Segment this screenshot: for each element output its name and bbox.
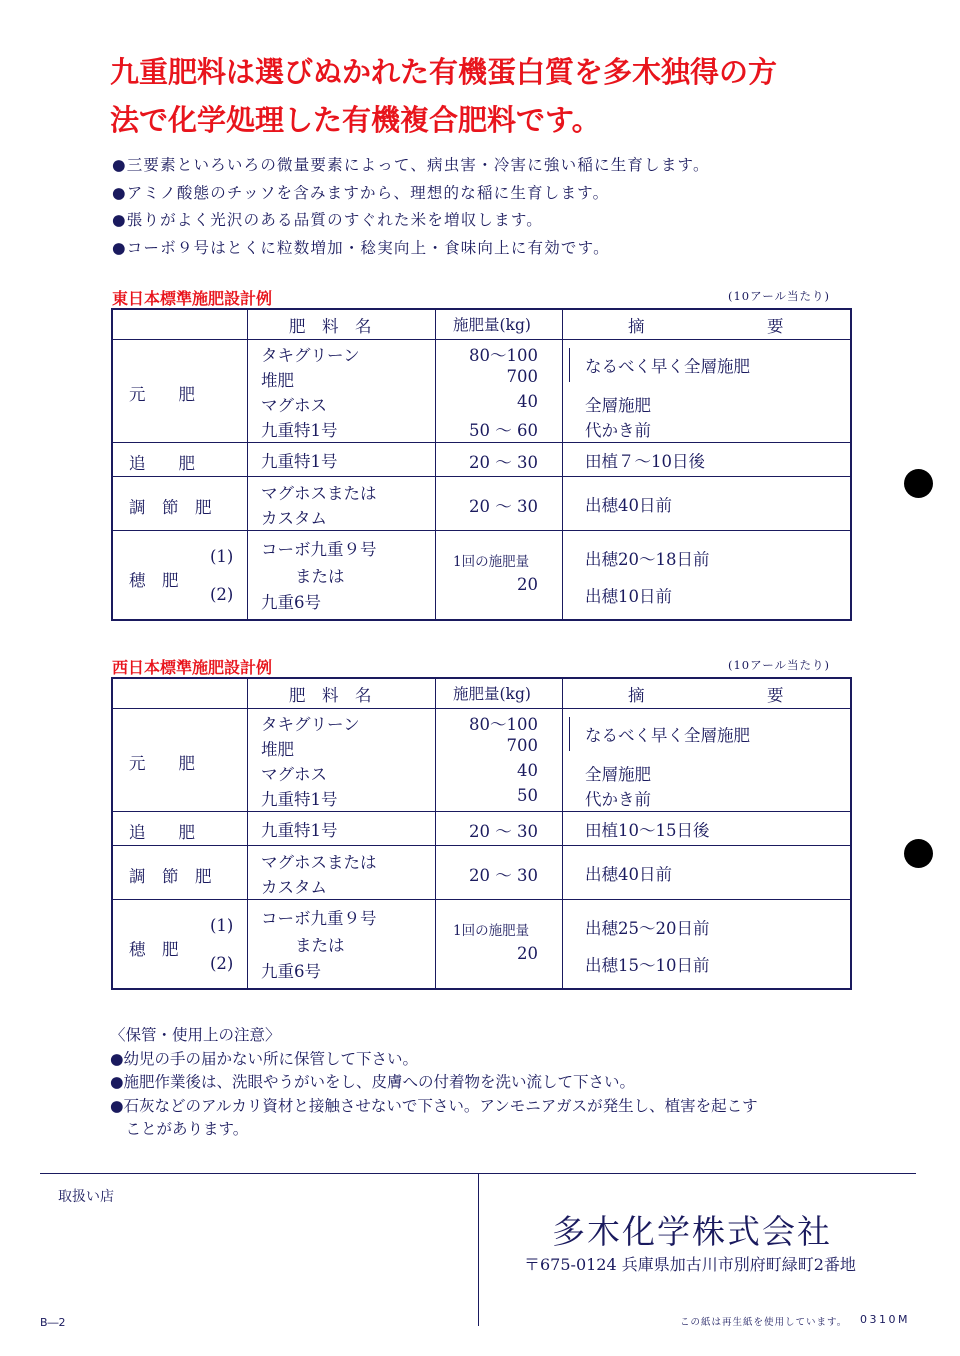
remark-text: 田植10〜15日後 bbox=[585, 821, 710, 840]
row-label-text: 元 肥 bbox=[129, 385, 195, 404]
section-title: 東日本標準施肥設計例 bbox=[112, 289, 273, 308]
page-code: B―2 bbox=[40, 1316, 66, 1329]
dealer-label: 取扱い店 bbox=[58, 1189, 114, 1205]
row-label-text: 元 肥 bbox=[129, 754, 195, 773]
header-remarks-1: 摘 bbox=[628, 317, 645, 336]
header-amount: 施肥量(kg) bbox=[453, 685, 531, 703]
brace-icon bbox=[569, 717, 574, 751]
header-fertilizer-name: 肥 料 名 bbox=[289, 686, 372, 705]
remark-text: 出穂25〜20日前 bbox=[585, 919, 710, 938]
header-fertilizer-name: 肥 料 名 bbox=[289, 317, 372, 336]
fert-name: 九重特1号 bbox=[261, 821, 338, 840]
fert-name: コーボ九重９号 bbox=[261, 909, 377, 928]
sub-number: (2) bbox=[210, 954, 234, 973]
sub-number: (1) bbox=[210, 547, 234, 566]
note-item: ●幼児の手の届かない所に保管して下さい。 bbox=[110, 1049, 419, 1068]
per-area-note: (10アール当たり) bbox=[727, 289, 830, 303]
fert-name: 九重6号 bbox=[261, 593, 321, 612]
row-label-adjust: 調 節 肥 bbox=[129, 498, 212, 517]
row-label-basal bbox=[129, 750, 233, 774]
remark-text: 田植７〜10日後 bbox=[585, 452, 705, 471]
amount-value: 20 〜 30 bbox=[469, 866, 538, 885]
remark-text: 全層施肥 bbox=[585, 396, 651, 415]
row-label-topdress: 追 肥 bbox=[129, 823, 195, 842]
amount-value: 20 bbox=[517, 575, 538, 594]
feature-bullets bbox=[112, 152, 872, 262]
fertilizer-table bbox=[111, 677, 852, 990]
recycled-paper-notice: この紙は再生紙を使用しています。 bbox=[680, 1317, 848, 1328]
note-item: ことがあります。 bbox=[110, 1120, 249, 1139]
amount-value: 80〜100 bbox=[469, 346, 538, 365]
footer-vertical-divider bbox=[478, 1174, 479, 1326]
remark-text: なるべく早く全層施肥 bbox=[585, 726, 750, 745]
amount-value: 40 bbox=[517, 761, 538, 780]
fert-name: カスタム bbox=[261, 509, 327, 528]
amount-value: 50 〜 60 bbox=[469, 421, 538, 440]
row-label-panicle: 穂 肥 bbox=[129, 571, 179, 590]
sub-number: (2) bbox=[210, 585, 234, 604]
fert-name: 堆肥 bbox=[261, 740, 294, 759]
amount-value: 20 〜 30 bbox=[469, 453, 538, 472]
fert-name: マグホスまたは bbox=[261, 853, 377, 872]
binder-hole-icon bbox=[904, 469, 933, 498]
row-label-panicle: 穂 肥 bbox=[129, 940, 179, 959]
amount-value: 20 bbox=[517, 944, 538, 963]
remark-text: 出穂15〜10日前 bbox=[585, 956, 710, 975]
amount-note: 1回の施肥量 bbox=[453, 923, 530, 939]
fert-name: 九重特1号 bbox=[261, 790, 338, 809]
fert-name: タキグリーン bbox=[261, 346, 360, 365]
fert-name: マグホス bbox=[261, 396, 327, 415]
bullet-item: ●アミノ酸態のチッソを含みますから、理想的な稲に生育します。 bbox=[112, 183, 610, 202]
amount-note: 1回の施肥量 bbox=[453, 554, 530, 570]
remark-text: 出穂20〜18日前 bbox=[585, 550, 710, 569]
amount-value: 40 bbox=[517, 392, 538, 411]
bullet-item: ●コーボ９号はとくに粒数増加・稔実向上・食味向上に有効です。 bbox=[112, 238, 610, 257]
remark-text: 代かき前 bbox=[585, 790, 651, 809]
amount-value: 80〜100 bbox=[469, 715, 538, 734]
amount-value: 20 〜 30 bbox=[469, 497, 538, 516]
fert-name: 九重特1号 bbox=[261, 452, 338, 471]
headline-line-2: 法で化学処理した有機複合肥料です。 bbox=[110, 103, 601, 137]
amount-value: 20 〜 30 bbox=[469, 822, 538, 841]
note-item: ●石灰などのアルカリ資材と接触させないで下さい。アンモニアガスが発生し、植害を起こす bbox=[110, 1096, 758, 1115]
remark-text: なるべく早く全層施肥 bbox=[585, 357, 750, 376]
header-remarks-2: 要 bbox=[767, 317, 784, 336]
remark-text: 全層施肥 bbox=[585, 765, 651, 784]
storage-notes bbox=[110, 1024, 860, 1142]
amount-value: 700 bbox=[506, 367, 538, 386]
fert-name: コーボ九重９号 bbox=[261, 540, 377, 559]
remark-text: 出穂40日前 bbox=[585, 865, 672, 884]
notes-title: 〈保管・使用上の注意〉 bbox=[110, 1026, 281, 1044]
sub-number: (1) bbox=[210, 916, 234, 935]
row-label-adjust: 調 節 肥 bbox=[129, 867, 212, 886]
fert-name: または bbox=[295, 567, 345, 586]
fert-name: 九重6号 bbox=[261, 962, 321, 981]
note-item: ●施肥作業後は、洗眼やうがいをし、皮膚への付着物を洗い流して下さい。 bbox=[110, 1073, 636, 1092]
fert-name: タキグリーン bbox=[261, 715, 360, 734]
fert-name: 堆肥 bbox=[261, 371, 294, 390]
print-code: 0310M bbox=[860, 1313, 910, 1326]
bullet-item: ●張りがよく光沢のある品質のすぐれた米を増収します。 bbox=[112, 211, 543, 230]
headline bbox=[110, 48, 870, 144]
fert-name: または bbox=[295, 936, 345, 955]
fert-name: 九重特1号 bbox=[261, 421, 338, 440]
header-remarks-2: 要 bbox=[767, 686, 784, 705]
fertilizer-table bbox=[111, 308, 852, 621]
row-label-topdress: 追 肥 bbox=[129, 454, 195, 473]
header-amount: 施肥量(kg) bbox=[453, 316, 531, 334]
section-title: 西日本標準施肥設計例 bbox=[112, 658, 273, 677]
fert-name: マグホス bbox=[261, 765, 327, 784]
headline-line-1: 九重肥料は選びぬかれた有機蛋白質を多木独得の方 bbox=[110, 55, 778, 89]
binder-hole-icon bbox=[904, 839, 933, 868]
row-label-basal bbox=[129, 381, 233, 405]
header-remarks-1: 摘 bbox=[628, 686, 645, 705]
remark-text: 出穂40日前 bbox=[585, 496, 672, 515]
remark-text: 代かき前 bbox=[585, 421, 651, 440]
company-name: 多木化学株式会社 bbox=[552, 1212, 832, 1251]
per-area-note: (10アール当たり) bbox=[727, 658, 830, 672]
brace-icon bbox=[569, 348, 574, 382]
company-address: 〒675-0124 兵庫県加古川市別府町緑町2番地 bbox=[524, 1255, 856, 1274]
fert-name: マグホスまたは bbox=[261, 484, 377, 503]
fert-name: カスタム bbox=[261, 878, 327, 897]
amount-value: 700 bbox=[506, 736, 538, 755]
remark-text: 出穂10日前 bbox=[585, 587, 672, 606]
amount-value: 50 bbox=[517, 786, 538, 805]
bullet-item: ●三要素といろいろの微量要素によって、病虫害・冷害に強い稲に生育します。 bbox=[112, 156, 710, 174]
